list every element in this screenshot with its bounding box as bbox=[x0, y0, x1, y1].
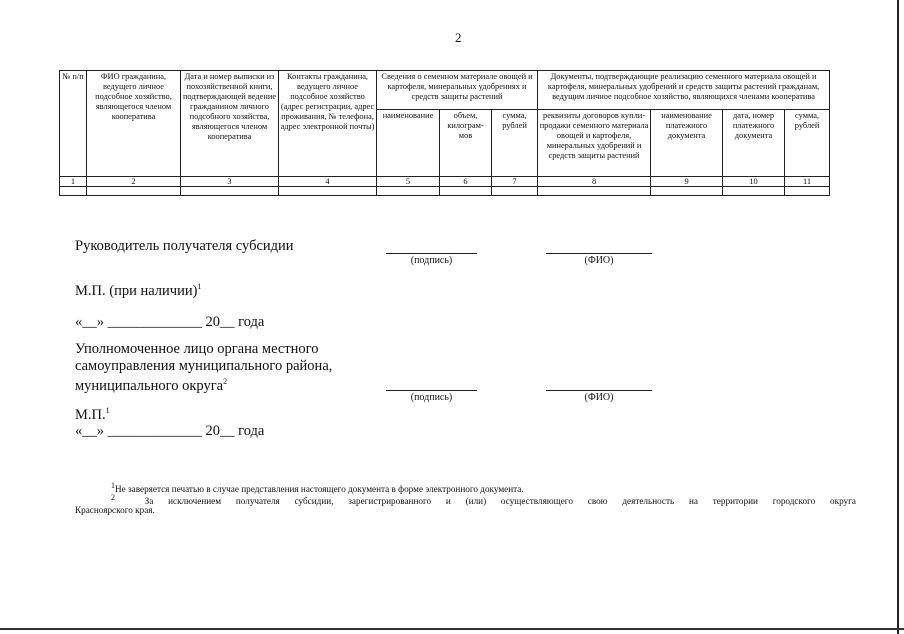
footnote-1: $^1$Не заверяется печатью в случае представления настоящего документа в форме электронного документа. bbox=[111, 481, 524, 495]
column-number: 7 bbox=[492, 177, 538, 187]
footnote-ref: 1 bbox=[197, 282, 202, 291]
fio-caption: (ФИО) bbox=[584, 392, 614, 403]
signature-line[interactable] bbox=[386, 253, 477, 254]
header-row-1 bbox=[60, 71, 830, 110]
header-contacts: Контакты гражданина, ведущего личное подсобное хозяйство (адрес регистрации, адрес проживания, № телефона, адрес электронной почты) bbox=[279, 71, 377, 177]
stamp-label: М.П.$^1$ bbox=[75, 406, 110, 423]
header-number: № п/п bbox=[60, 71, 87, 177]
table-cell[interactable] bbox=[538, 187, 651, 196]
table-cell[interactable] bbox=[785, 187, 830, 196]
date-line: «__» _____________ 20__ года bbox=[75, 423, 265, 439]
header-name: наименование bbox=[377, 110, 440, 177]
header-volume: объем, килограм-мов bbox=[440, 110, 492, 177]
table-cell[interactable] bbox=[492, 187, 538, 196]
column-number: 8 bbox=[538, 177, 651, 187]
table-cell[interactable] bbox=[60, 187, 87, 196]
column-number: 1 bbox=[60, 177, 87, 187]
page-edge-right bbox=[897, 0, 899, 634]
header-sum: сумма, рублей bbox=[492, 110, 538, 177]
fio-line[interactable] bbox=[546, 253, 652, 254]
table-cell[interactable] bbox=[651, 187, 723, 196]
authorized-label-line2: самоуправления муниципального района, bbox=[75, 358, 333, 374]
signature-line[interactable] bbox=[386, 390, 477, 391]
footnote-ref: 1 bbox=[105, 406, 110, 415]
table-cell[interactable] bbox=[181, 187, 279, 196]
header-fio: ФИО гражданина, ведущего личное подсобное хозяйство, являющегося членом кооператива bbox=[87, 71, 181, 177]
footnote-ref: 2 bbox=[223, 377, 228, 386]
column-number-row bbox=[60, 177, 830, 187]
column-number: 4 bbox=[279, 177, 377, 187]
header-payment-date: дата, номер платежного документа bbox=[723, 110, 785, 177]
column-number: 3 bbox=[181, 177, 279, 187]
authorized-label-line3: муниципального округа$^2$ bbox=[75, 377, 228, 394]
column-number: 5 bbox=[377, 177, 440, 187]
header-payment-sum: сумма, рублей bbox=[785, 110, 830, 177]
header-group-documents: Документы, подтверждающие реализацию семенного материала овощей и картофеля, минеральных удобрений и средств защиты растений гражданам, ведущим личное подсобное хозяйство, являющихся членами кооператива bbox=[538, 71, 830, 110]
date-line: «__» _____________ 20__ года bbox=[75, 314, 265, 330]
header-contracts: реквизиты договоров купли-продажи семенного материала овощей и картофеля, минеральных удобрений и средств защиты растений bbox=[538, 110, 651, 177]
column-number: 11 bbox=[785, 177, 830, 187]
table-cell[interactable] bbox=[279, 187, 377, 196]
column-number: 2 bbox=[87, 177, 181, 187]
table-cell[interactable] bbox=[377, 187, 440, 196]
header-payment-doc: наименование платежного документа bbox=[651, 110, 723, 177]
header-extract: Дата и номер выписки из похозяйственной книги, подтверждающей ведение гражданином личного подсобного хозяйства, являющегося членом кооператива bbox=[181, 71, 279, 177]
page-number: 2 bbox=[455, 30, 462, 45]
page-edge-bottom bbox=[0, 628, 904, 630]
table-cell[interactable] bbox=[440, 187, 492, 196]
signature-caption: (подпись) bbox=[410, 392, 453, 403]
stamp-label: М.П. (при наличии)$^1$ bbox=[75, 282, 202, 299]
column-number: 10 bbox=[723, 177, 785, 187]
footnote-2: $^2$ За исключением получателя субсидии, зарегистрированного и (или) осуществляющего свою деятельность на территории городского округа bbox=[111, 493, 856, 507]
table-cell[interactable] bbox=[87, 187, 181, 196]
signature-caption: (подпись) bbox=[410, 255, 453, 266]
table-cell[interactable] bbox=[723, 187, 785, 196]
empty-data-row[interactable] bbox=[60, 187, 830, 196]
fio-caption: (ФИО) bbox=[584, 255, 614, 266]
header-group-seed: Сведения о семенном материале овощей и картофеля, минеральных удобрениях и средств защиты растений bbox=[377, 71, 538, 110]
head-label: Руководитель получателя субсидии bbox=[75, 238, 294, 254]
column-number: 9 bbox=[651, 177, 723, 187]
footnote-2-continued: Красноярского края. bbox=[75, 505, 155, 515]
column-number: 6 bbox=[440, 177, 492, 187]
authorized-label-line1: Уполномоченное лицо органа местного bbox=[75, 341, 319, 357]
data-table bbox=[59, 70, 830, 196]
fio-line[interactable] bbox=[546, 390, 652, 391]
